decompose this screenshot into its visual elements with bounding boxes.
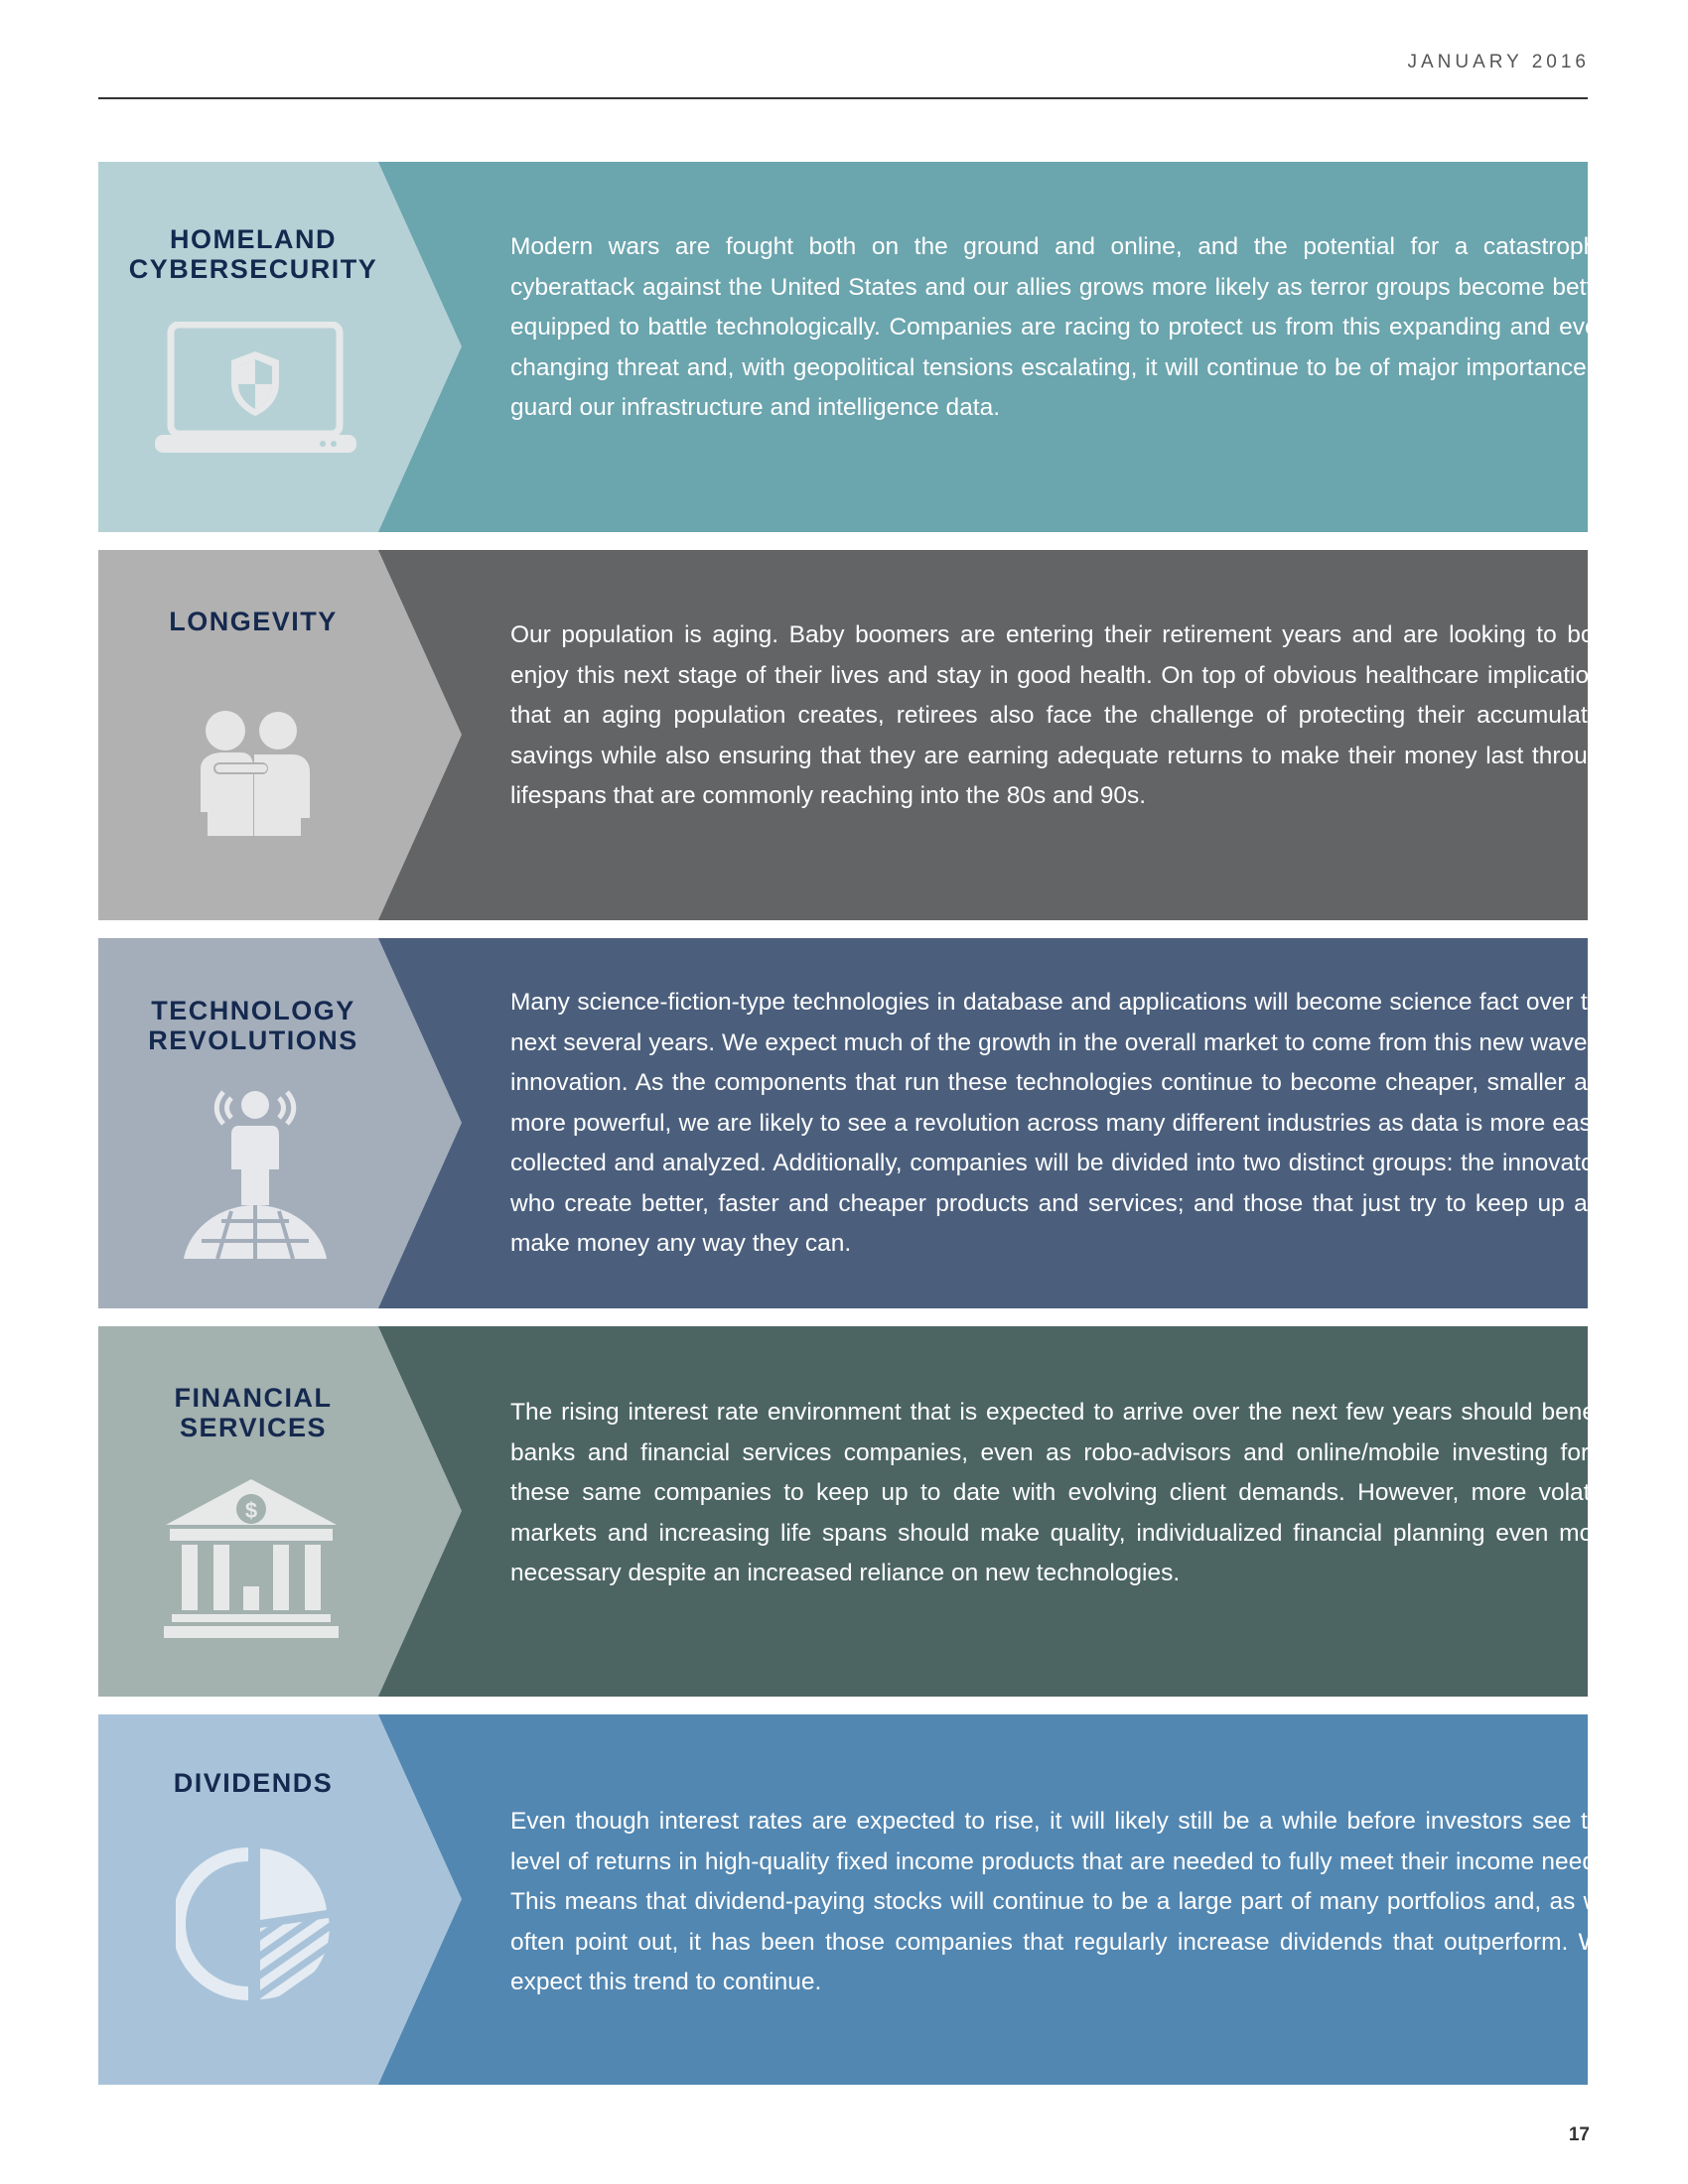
person-globe-signal-icon [182,1082,329,1261]
panel-title: HOMELAND CYBERSECURITY [128,224,378,284]
panel-title: FINANCIAL SERVICES [174,1383,333,1442]
panel-longevity [98,550,1615,920]
pie-chart-icon [176,1844,335,2003]
panel-homeland-cybersecurity [98,162,1615,532]
panel-body: Many science-fiction-type technologies in database and applications will become science fact over the next several years. We expect much of the growth in the overall market to come from this new wave of innovation. As the components that run these technologies continue to become cheaper, smaller and more powerful, we are likely to see a revolution across many different industries as data is more easily collected and analyzed. Additionally, companies will be divided into two distinct groups: the innovators who create better, faster and cheaper products and services; and those that just try to keep up and make money any way they can. [510,989,1615,1257]
header-divider [98,97,1588,99]
panel-financial-services [98,1326,1615,1697]
elderly-couple-icon [196,709,311,838]
panel-body: Our population is aging. Baby boomers are entering their retirement years and are looking to both enjoy this next stage of their lives and stay in good health. On top of obvious healthcare implications that an aging population creates, retirees also face the challenge of protecting their accumulated savings while also ensuring that they are earning adequate returns to make their money last through lifespans that are commonly reaching into the 80s and 90s. [510,621,1615,809]
panel-body: Modern wars are fought both on the ground and online, and the potential for a catastrophic cyberattack against the United States and our allies grows more likely as terror groups become better equipped to battle technologically. Companies are racing to protect us from this expanding and ever-changing threat and, with geopolitical tensions escalating, it will continue to be of major importance to guard our infrastructure and intelligence data. [510,233,1615,421]
svg-text:$: $ [244,1498,258,1523]
panel-title: TECHNOLOGY REVOLUTIONS [148,996,358,1055]
header-date: JANUARY 2016 [1407,52,1590,72]
panel-title: DIVIDENDS [173,1768,334,1798]
bank-building-icon [162,1477,341,1641]
panel-body: The rising interest rate environment that is expected to arrive over the next few years should benefit banks and financial services companies, even as robo-advisors and online/mobile investing force these same companies to keep up to date with evolving client demands. However, more volatile markets and increasing life spans should make quality, individualized financial planning even more necessary despite an increased reliance on new technologies. [510,1399,1615,1586]
panel-title: LONGEVITY [169,607,338,636]
panel-body: Even though interest rates are expected to rise, it will likely still be a while before investors see the level of returns in high-quality fixed income products that are needed to fully meet their income needs. This means that dividend-paying stocks will continue to be a large part of many portfolios and, as we often point out, it has been those companies that regularly increase dividends that outperform. We expect this trend to continue. [510,1808,1615,1995]
panel-dividends [98,1714,1615,2085]
panel-technology-revolutions [98,938,1615,1308]
laptop-shield-icon [154,322,357,456]
page-number: 17 [1568,2124,1590,2145]
